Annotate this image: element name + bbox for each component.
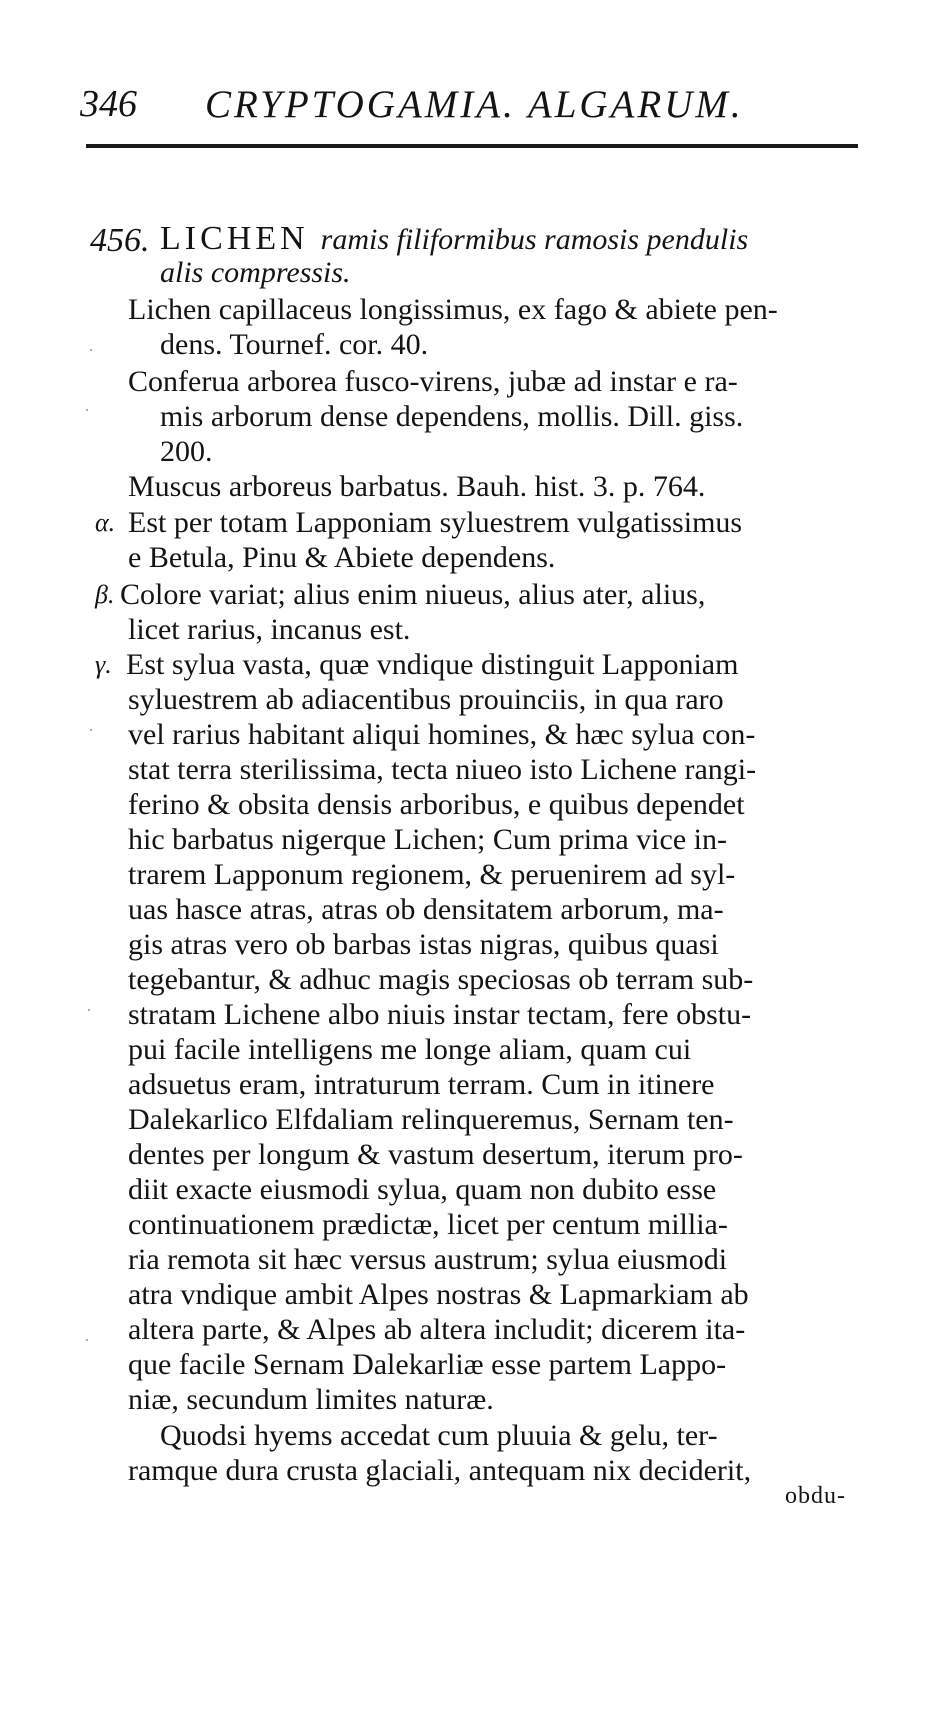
variety-line: uas hasce atras, atras ob densitatem arborum, ma- <box>128 893 724 926</box>
entry-number: 456. <box>90 222 150 259</box>
diagnosis-line: alis compressis. <box>160 256 351 289</box>
variety-line: licet rarius, incanus est. <box>128 613 411 646</box>
variety-line: altera parte, & Alpes ab altera includit; dicerem ita- <box>128 1313 746 1346</box>
variety-line: hic barbatus nigerque Lichen; Cum prima vice in- <box>128 823 727 856</box>
variety-line: e Betula, Pinu & Abiete dependens. <box>128 541 556 574</box>
variety-line: tegebantur, & adhuc magis speciosas ob terram sub- <box>128 963 754 996</box>
closing-line: Quodsi hyems accedat cum pluuia & gelu, ter- <box>160 1419 718 1452</box>
synonym-line: 200. <box>160 435 213 468</box>
variety-line: syluestrem ab adiacentibus prouinciis, in qua raro <box>128 683 724 716</box>
variety-line: vel rarius habitant aliqui homines, & hæc sylua con- <box>128 718 756 751</box>
variety-line: Dalekarlico Elfdaliam relinqueremus, Sernam ten- <box>128 1103 734 1136</box>
catchword: obdu- <box>785 1483 846 1509</box>
synonym-line: mis arborum dense dependens, mollis. Dill. giss. <box>160 400 744 433</box>
variety-line: Colore variat; alius enim niueus, alius ater, alius, <box>120 578 706 611</box>
synonym-line: Conferua arborea fusco-virens, jubæ ad instar e ra- <box>128 365 738 398</box>
variety-line: ria remota sit hæc versus austrum; sylua eiusmodi <box>128 1243 728 1276</box>
variety-line: que facile Sernam Dalekarliæ esse partem Lappo- <box>128 1348 727 1381</box>
page-header <box>80 82 860 128</box>
header-rule <box>86 144 858 148</box>
variety-line: Est per totam Lapponiam syluestrem vulgatissimus <box>128 506 743 539</box>
margin-speck: · <box>86 1000 98 1020</box>
synonym-line: Muscus arboreus barbatus. Bauh. hist. 3. p. 764. <box>128 470 706 503</box>
variety-marker: α. <box>95 508 116 537</box>
variety-line: trarem Lapponum regionem, & peruenirem ad syl- <box>128 858 736 891</box>
variety-line: Est sylua vasta, quæ vndique distinguit Lapponiam <box>126 648 739 681</box>
variety-line: diit exacte eiusmodi sylua, quam non dubito esse <box>128 1173 717 1206</box>
variety-line: stratam Lichene albo niuis instar tectam, fere obstu- <box>128 998 752 1031</box>
closing-line: ramque dura crusta glaciali, antequam nix deciderit, <box>128 1454 752 1487</box>
variety-line: niæ, secundum limites naturæ. <box>128 1383 494 1416</box>
page-number: 346 <box>80 83 137 125</box>
variety-line: gis atras vero ob barbas istas nigras, quibus quasi <box>128 928 719 961</box>
variety-line: stat terra sterilissima, tecta niueo isto Lichene rangi- <box>128 753 757 786</box>
variety-marker: γ. <box>95 650 112 679</box>
running-title: CRYPTOGAMIA. ALGARUM. <box>205 83 744 126</box>
genus-name: LICHEN <box>160 220 309 257</box>
diagnosis-line: ramis filiformibus ramosis pendulis <box>320 223 749 256</box>
entry-heading <box>160 222 748 257</box>
margin-speck: · <box>88 340 100 360</box>
variety-line: ferino & obsita densis arboribus, e quibus dependet <box>128 788 745 821</box>
variety-line: atra vndique ambit Alpes nostras & Lapmarkiam ab <box>128 1278 749 1311</box>
synonym-line: Lichen capillaceus longissimus, ex fago & abiete pen- <box>128 293 778 326</box>
variety-line: pui facile intelligens me longe aliam, quam cui <box>128 1033 692 1066</box>
variety-line: adsuetus eram, intraturum terram. Cum in itinere <box>128 1068 715 1101</box>
variety-line: dentes per longum & vastum desertum, iterum pro- <box>128 1138 743 1171</box>
margin-speck: · <box>88 720 100 740</box>
margin-speck: · <box>84 1330 96 1350</box>
synonym-line: dens. Tournef. cor. 40. <box>160 328 429 361</box>
variety-line: continuationem prædictæ, licet per centum millia- <box>128 1208 728 1241</box>
margin-speck: · <box>84 400 96 420</box>
variety-marker: β. <box>95 580 115 609</box>
